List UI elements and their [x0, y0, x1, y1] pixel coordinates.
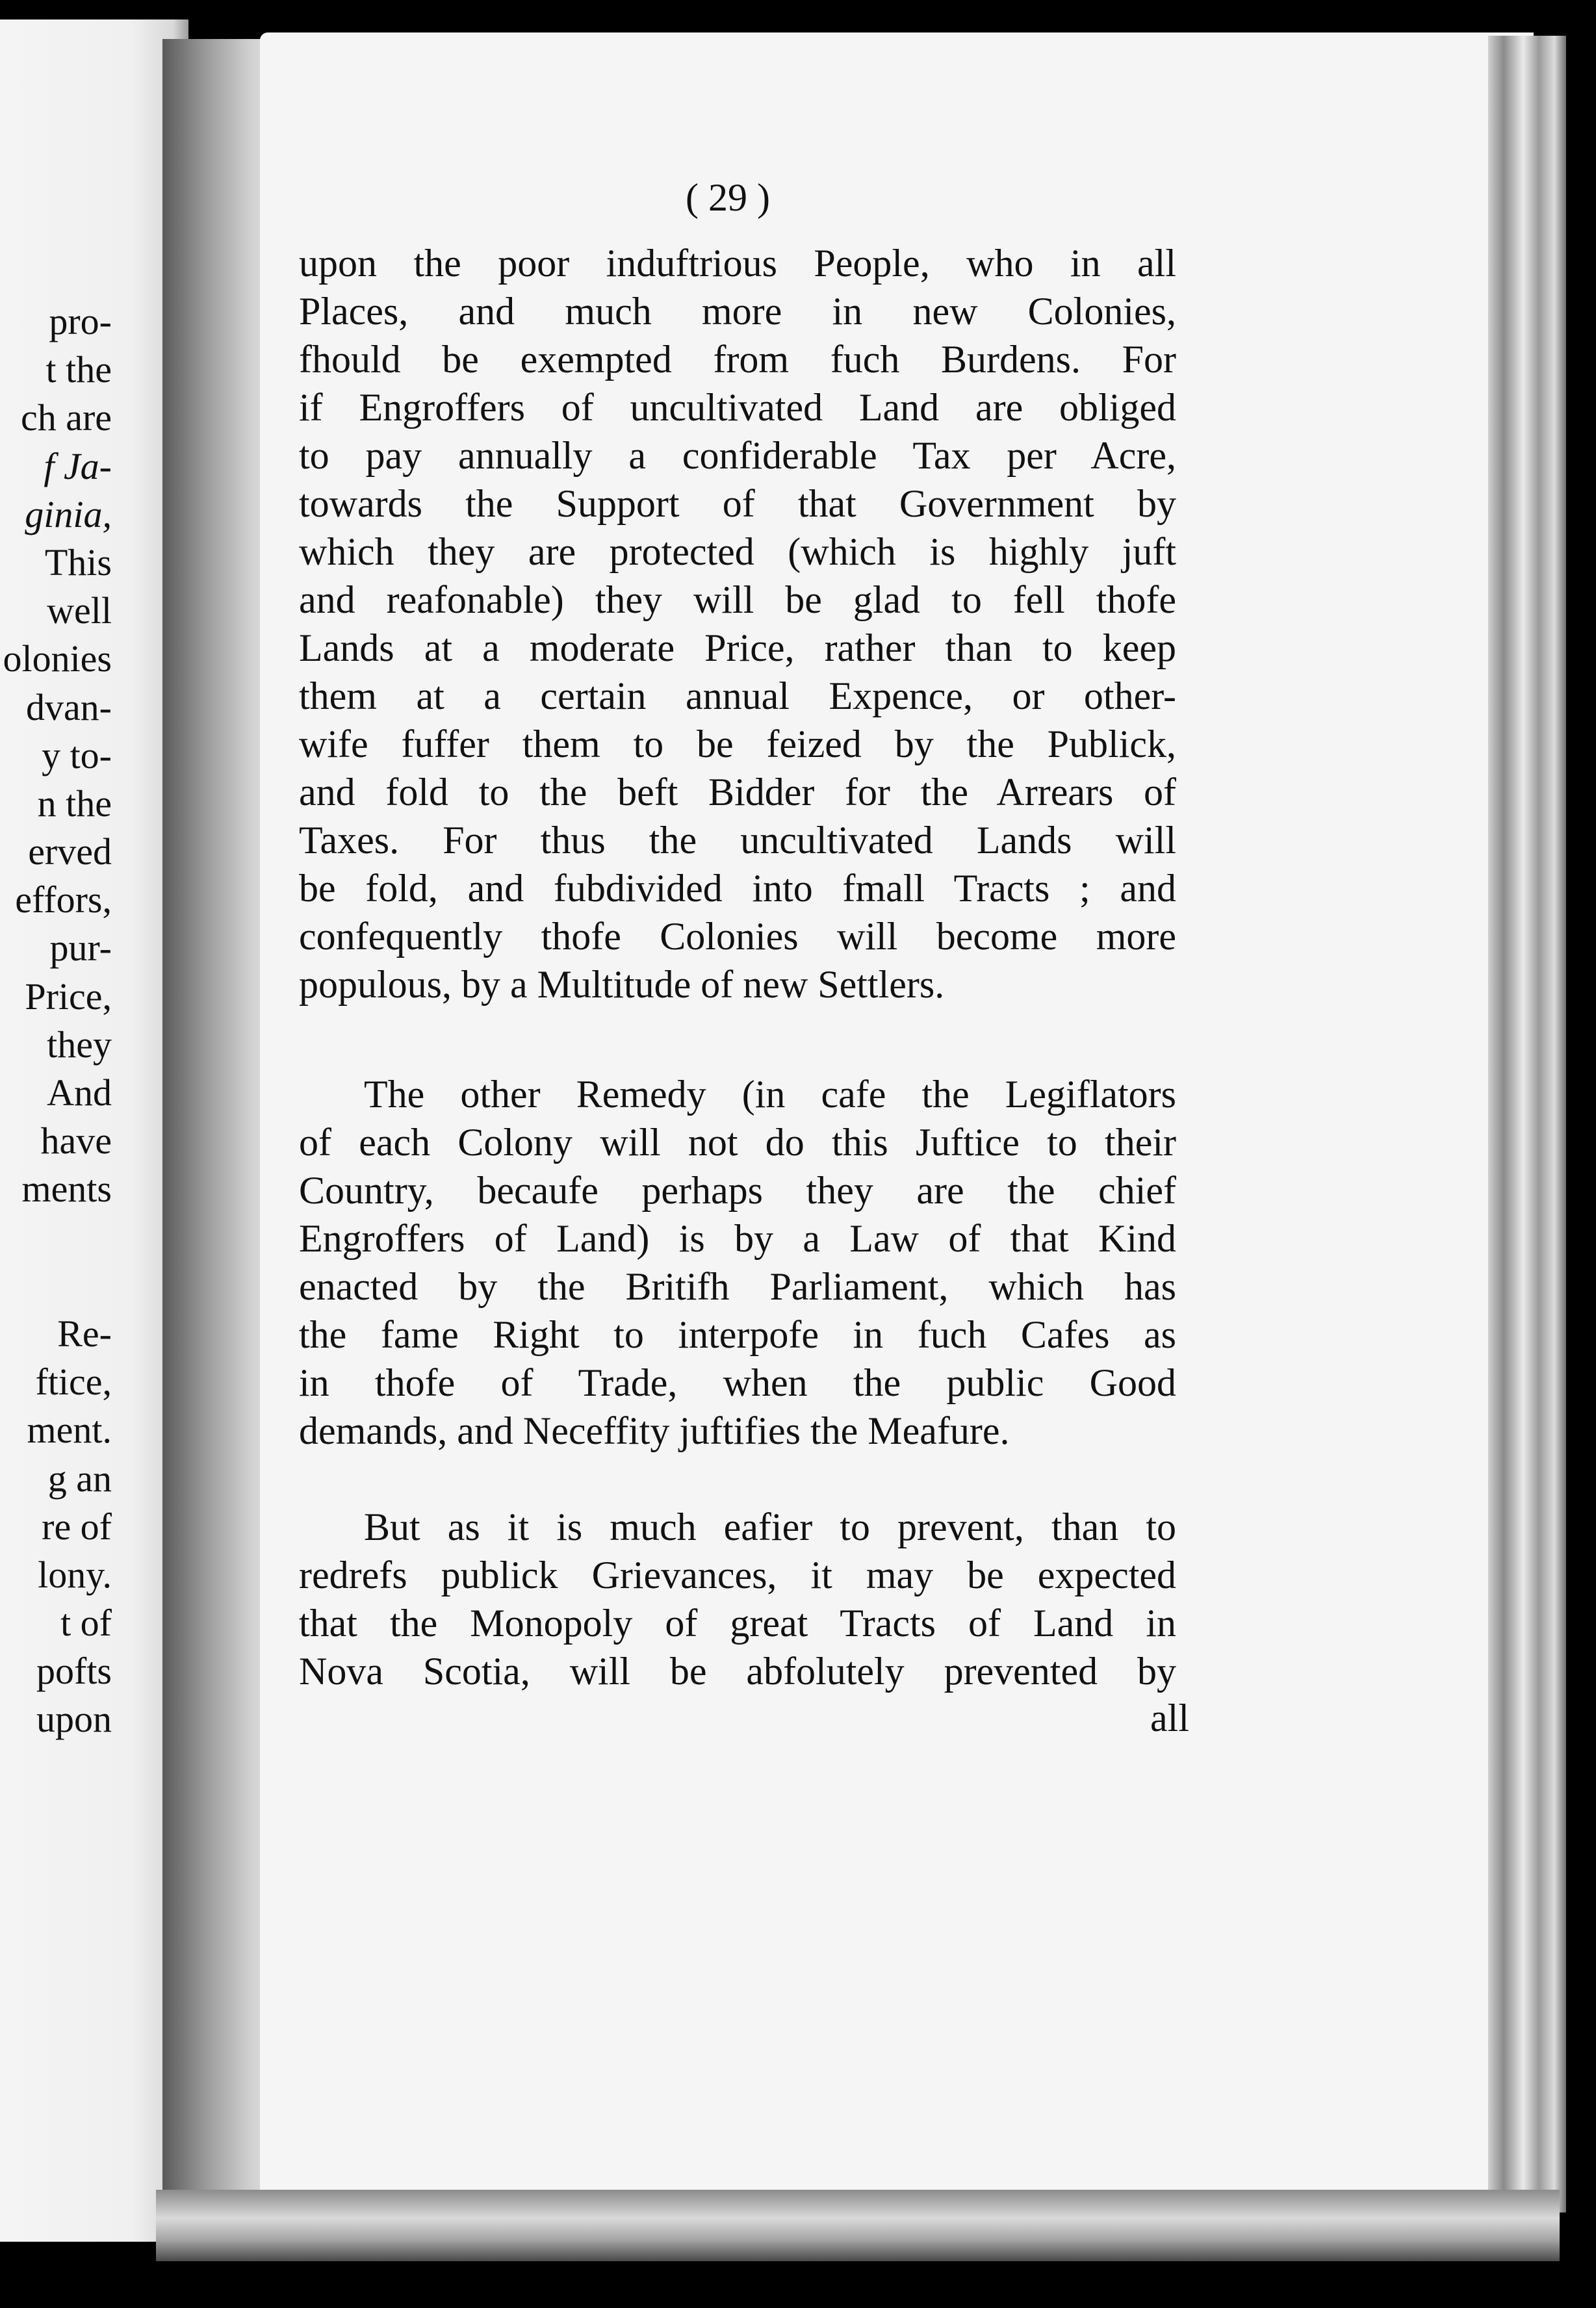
text-line: of each Colony will not do this Juftice to their	[299, 1121, 1176, 1164]
page-number: ( 29 )	[686, 176, 770, 219]
left-line: they	[47, 1023, 112, 1066]
left-line: ment.	[27, 1409, 112, 1452]
left-line: t the	[45, 348, 112, 391]
left-line: ments	[21, 1168, 112, 1211]
left-line: y to-	[42, 734, 112, 776]
text-line: confequently thofe Colonies will become more	[299, 915, 1176, 958]
left-line: And	[47, 1071, 112, 1114]
left-line: have	[40, 1120, 112, 1162]
text-line: upon the poor induftrious People, who in all	[299, 242, 1176, 285]
paragraph-1	[299, 239, 1176, 1008]
left-line: effors,	[15, 878, 112, 921]
left-line	[0, 1262, 112, 1310]
text-line: redrefs publick Grievances, it may be expected	[299, 1554, 1176, 1596]
text-line: Places, and much more in new Colonies,	[299, 290, 1176, 333]
left-line: upon	[36, 1698, 112, 1741]
text-line: Country, becaufe perhaps they are the chief	[299, 1169, 1176, 1212]
left-line: f Ja-	[44, 444, 112, 487]
text-line: enacted by the Britifh Parliament, which has	[299, 1265, 1176, 1308]
left-line: ginia,	[25, 493, 112, 535]
text-line: The other Remedy (in cafe the Legiflators	[364, 1073, 1176, 1116]
left-line: well	[47, 589, 112, 632]
text-line: demands, and Neceffity juftifies the Meafure.	[299, 1409, 1010, 1452]
bottom-edge	[156, 2190, 1560, 2261]
left-line: n the	[37, 782, 112, 825]
text-line: Engroffers of Land) is by a Law of that Kind	[299, 1217, 1176, 1260]
left-line: olonies	[3, 637, 112, 680]
left-line: This	[44, 541, 112, 583]
left-page-text-fragments	[0, 298, 112, 1744]
text-line: which they are protected (which is highly juft	[299, 530, 1176, 573]
text-line: Taxes. For thus the uncultivated Lands will	[299, 819, 1176, 862]
paragraph-2	[299, 1070, 1176, 1455]
text-line: them at a certain annual Expence, or other-	[299, 674, 1176, 717]
left-line: g an	[47, 1457, 112, 1500]
text-line: in thofe of Trade, when the public Good	[299, 1361, 1176, 1404]
page-edge	[1488, 36, 1566, 2212]
left-line: Price,	[25, 975, 112, 1018]
text-line: populous, by a Multitude of new Settlers.	[299, 963, 945, 1006]
left-line: erved	[28, 830, 112, 873]
left-line: ch are	[20, 396, 112, 439]
text-line: Nova Scotia, will be abfolutely prevented by	[299, 1650, 1176, 1693]
paragraph-3	[299, 1503, 1176, 1695]
text-line: and reafonable) they will be glad to fell thofe	[299, 578, 1176, 621]
left-line: dvan-	[25, 686, 112, 728]
text-line: towards the Support of that Government by	[299, 482, 1176, 525]
left-line: re of	[42, 1505, 112, 1548]
left-page	[0, 19, 188, 2242]
left-line: pur-	[49, 927, 112, 969]
text-line: Lands at a moderate Price, rather than to keep	[299, 626, 1176, 669]
text-line: be fold, and fubdivided into fmall Tracts ; and	[299, 867, 1176, 910]
left-line: ftice,	[35, 1361, 112, 1404]
text-line: wife fuffer them to be feized by the Publick,	[299, 723, 1176, 765]
text-line: fhould be exempted from fuch Burdens. For	[299, 338, 1176, 381]
text-line: the fame Right to interpofe in fuch Cafes as	[299, 1313, 1176, 1356]
left-line	[0, 1214, 112, 1262]
left-line: pro-	[49, 300, 112, 342]
left-line: pofts	[36, 1650, 112, 1693]
text-line: that the Monopoly of great Tracts of Land in	[299, 1602, 1176, 1645]
catchword: all	[1150, 1697, 1189, 1739]
text-line: and fold to the beft Bidder for the Arrears of	[299, 771, 1176, 814]
text-line: if Engroffers of uncultivated Land are obliged	[299, 386, 1176, 429]
text-line: But as it is much eafier to prevent, than to	[364, 1506, 1176, 1548]
left-line: Re-	[57, 1312, 112, 1355]
text-line: to pay annually a confiderable Tax per Acre,	[299, 434, 1176, 477]
left-line: lony.	[38, 1553, 112, 1596]
left-line: t of	[60, 1602, 112, 1645]
